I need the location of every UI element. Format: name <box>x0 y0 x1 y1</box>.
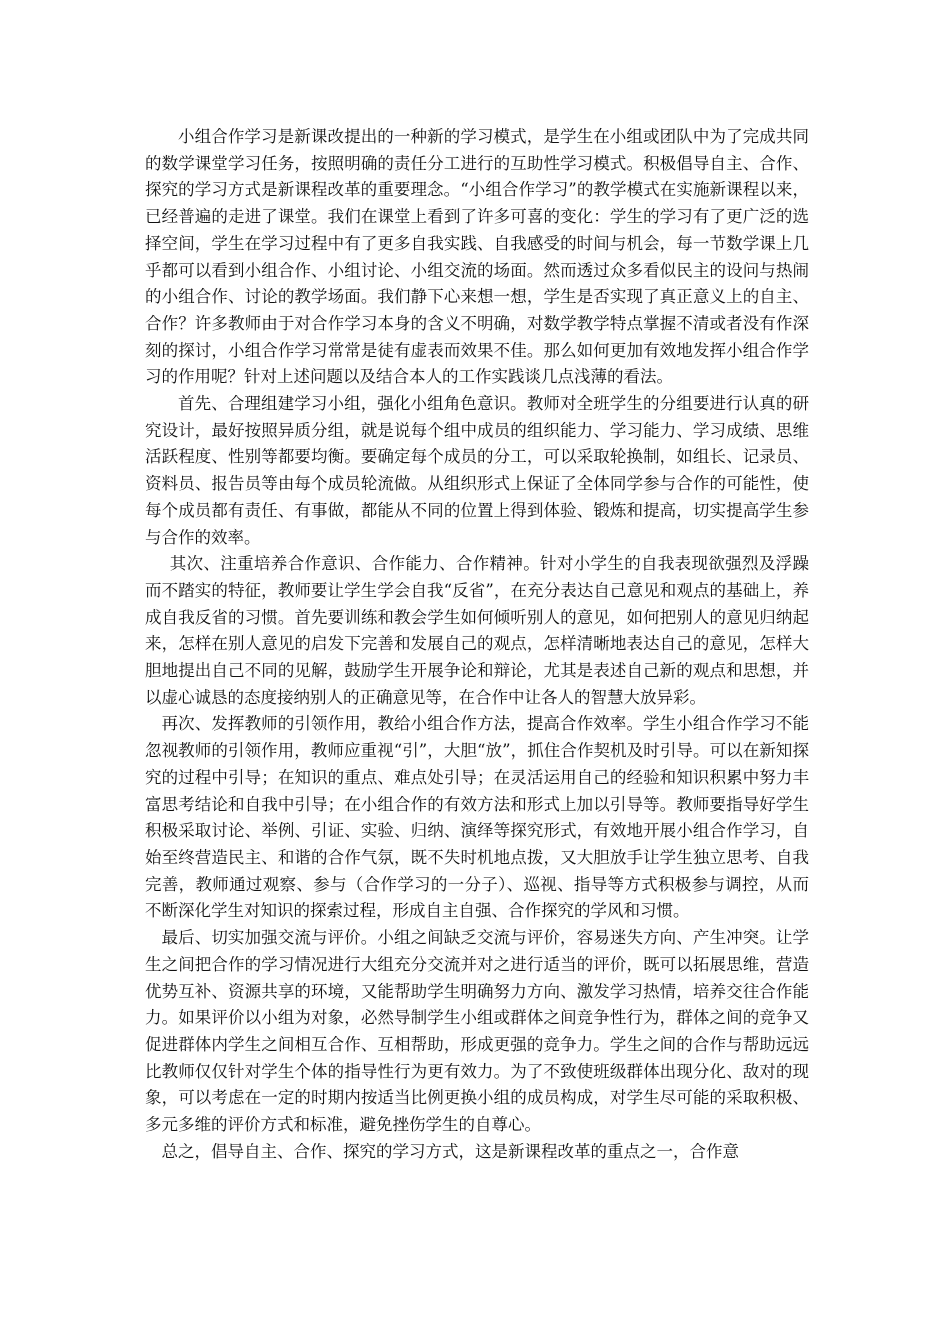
paragraph-third: 再次、发挥教师的引领作用，教给小组合作方法，提高合作效率。学生小组合作学习不能忽视教师的引领作用，教师应重视“引”，大胆“放”，抓住合作契机及时引导。可以在新知探究的过程中引导；在知识的重点、难点处引导；在灵活运用自己的经验和知识积累中努力丰富思考结论和自我中引导；在小组合作的有效方法和形式上加以引导等。教师要指导好学生积极采取讨论、举例、引证、实验、归纳、演绎等探究形式，有效地开展小组合作学习，自始至终营造民主、和谐的合作气氛，既不失时机地点拨，又大胆放手让学生独立思考、自我完善，教师通过观察、参与（合作学习的一分子）、巡视、指导等方式积极参与调控，从而不断深化学生对知识的探索过程，形成自主自强、合作探究的学风和习惯。 <box>145 714 809 921</box>
paragraph-second: 其次、注重培养合作意识、合作能力、合作精神。针对小学生的自我表现欲强烈及浮躁而不踏实的特征，教师要让学生学会自我“反省”，在充分表达自己意见和观点的基础上，养成自我反省的习惯。首先要训练和教会学生如何倾听别人的意见，如何把别人的意见归纳起来，怎样在别人意见的启发下完善和发展自己的观点，怎样清晰地表达自己的意见，怎样大胆地提出自己不同的见解，鼓励学生开展争论和辩论，尤其是表述自己新的观点和思想，并以虚心诚恳的态度接纳别人的正确意见等，在合作中让各人的智慧大放异彩。 <box>145 554 809 707</box>
paragraph-conclusion: 总之，倡导自主、合作、探究的学习方式，这是新课程改革的重点之一，合作意 <box>161 1141 739 1161</box>
paragraph-intro: 小组合作学习是新课改提出的一种新的学习模式，是学生在小组或团队中为了完成共同的数学课堂学习任务，按照明确的责任分工进行的互助性学习模式。积极倡导自主、合作、探究的学习方式是新课程改革的重要理念。“小组合作学习”的教学模式在实施新课程以来，已经普遍的走进了课堂。我们在课堂上看到了许多可喜的变化：学生的学习有了更广泛的选择空间，学生在学习过程中有了更多自我实践、自我感受的时间与机会，每一节数学课上几乎都可以看到小组合作、小组讨论、小组交流的场面。然而透过众多看似民主的设问与热闹的小组合作、讨论的教学场面。我们静下心来想一想，学生是否实现了真正意义上的自主、合作？许多教师由于对合作学习本身的含义不明确，对数学教学特点掌握不清或者没有作深刻的探讨，小组合作学习常常是徒有虚表而效果不佳。那么如何更加有效地发挥小组合作学习的作用呢？针对上述问题以及结合本人的工作实践谈几点浅薄的看法。 <box>145 127 809 387</box>
paragraph-last: 最后、切实加强交流与评价。小组之间缺乏交流与评价，容易迷失方向、产生冲突。让学生之间把合作的学习情况进行大组充分交流并对之进行适当的评价，既可以拓展思维，营造优势互补、资源共享的环境，又能帮助学生明确努力方向、激发学习热情，培养交往合作能力。如果评价以小组为对象，必然导制学生小组或群体之间竞争性行为，群体之间的竞争又促进群体内学生之间相互合作、互相帮助，形成更强的竞争力。学生之间的合作与帮助远远比教师仅仅针对学生个体的指导性行为更有效力。为了不致使班级群体出现分化、敌对的现象，可以考虑在一定的时期内按适当比例更换小组的成员构成，对学生尽可能的采取积极、多元多维的评价方式和标准，避免挫伤学生的自尊心。 <box>145 928 809 1135</box>
document-body <box>145 124 809 1165</box>
paragraph-first: 首先、合理组建学习小组，强化小组角色意识。教师对全班学生的分组要进行认真的研究设计，最好按照异质分组，就是说每个组中成员的组织能力、学习能力、学习成绩、思维活跃程度、性别等都要均衡。要确定每个成员的分工，可以采取轮换制，如组长、记录员、资料员、报告员等由每个成员轮流做。从组织形式上保证了全体同学参与合作的可能性，使每个成员都有责任、有事做，都能从不同的位置上得到体验、锻炼和提高，切实提高学生参与合作的效率。 <box>145 394 809 547</box>
